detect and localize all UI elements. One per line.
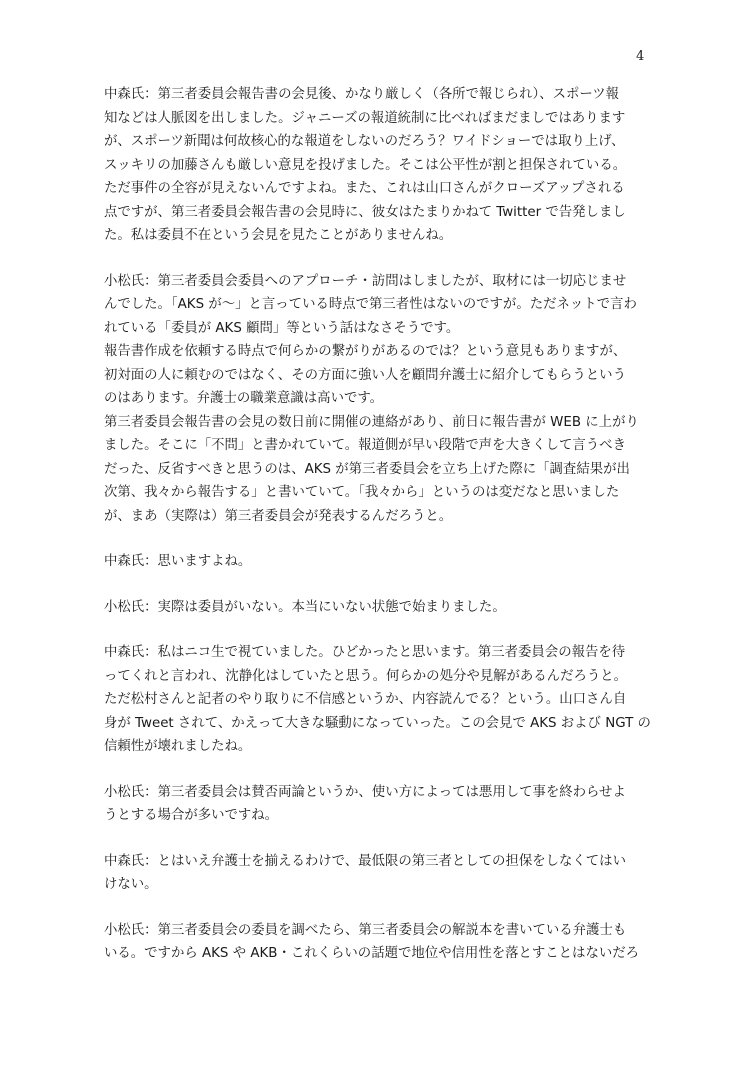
text-line: いる。ですから AKS や AKB・これくらいの話題で地位や信用性を落とすことはないだろ — [104, 946, 640, 961]
text-line: 中森氏：私はニコ生で視ていました。ひどかったと思います。第三者委員会の報告を待 — [104, 645, 626, 660]
paragraph — [104, 550, 652, 574]
body-text — [104, 83, 652, 988]
text-line: 身が Tweet されて、かえって大きな騒動になっていった。この会見で AKS および NGT の — [104, 715, 651, 731]
text-line: が、まあ（実際は）第三者委員会が発表するんだろうと。 — [104, 508, 453, 524]
text-line: 第三者委員会報告書の会見の数日前に開催の連絡があり、前日に報告書が WEB に上がり — [104, 414, 639, 430]
paragraph — [104, 270, 652, 529]
text-line: 初対面の人に頼むのではなく、その方面に強い人を顧問弁護士に紹介してもらうという — [104, 367, 626, 383]
text-line: 知などは人脈図を出しました。ジャニーズの報道統制に比べればまだましではあります — [104, 110, 626, 126]
text-line: のはあります。弁護士の職業意識は高いです。 — [104, 391, 384, 406]
text-line: けない。 — [104, 877, 158, 892]
text-line: 点ですが、第三者委員会報告書の会見時に、彼女はたまりかねて Twitter で告発しまし — [104, 204, 626, 220]
text-line: うとする場合が多いですね。 — [104, 808, 279, 823]
text-line: ってくれと言われ、沈静化はしていたと思う。何らかの処分や見解があるんだろうと。 — [104, 668, 628, 684]
paragraph — [104, 919, 652, 966]
text-line: が、スポーツ新聞は何故核心的な報道をしないのだろう？ワイドショーでは取り上げ、 — [104, 134, 625, 149]
text-line: 小松氏：第三者委員会の委員を調べたら、第三者委員会の解説本を書いている弁護士も — [104, 922, 627, 938]
text-line: んでした。「AKS が～」と言っている時点で第三者性はないのですが。ただネットで言わ — [104, 297, 637, 312]
text-line: だった、反省すべきと思うのは、AKS が第三者委員会を立ち上げた際に「調査結果が出 — [104, 461, 630, 477]
paragraph — [104, 83, 652, 248]
text-line: た。私は委員不在という会見を見たことがありませんね。 — [104, 228, 453, 243]
text-line: ただ松村さんと記者のやり取りに不信感というか、内容読んでる？という。山口さん自 — [104, 692, 627, 707]
text-line: 中森氏：第三者委員会報告書の会見後、かなり厳しく（各所で報じられ）、スポーツ報 — [104, 87, 619, 102]
paragraph — [104, 781, 652, 828]
text-line: 中森氏：とはいえ弁護士を揃えるわけで、最低限の第三者としての担保をしなくてはい — [104, 853, 626, 869]
text-line: 小松氏：実際は委員がいない。本当にいない状態で始まりました。 — [104, 599, 506, 615]
text-line: 報告書作成を依頼する時点で何らかの繋がりがあるのでは？という意見もありますが、 — [104, 344, 627, 359]
paragraph — [104, 641, 652, 759]
paragraph — [104, 850, 652, 897]
text-line: スッキリの加藤さんも厳しい意見を投げました。そこは公平性が割と担保されている。 — [104, 157, 627, 173]
text-line: ました。そこに「不問」と書かれていて。報道側が早い段階で声を大きくして言うべき — [104, 438, 626, 453]
text-line: 次第、我々から報告する」と書いていて。「我々から」というのは変だなと思いました — [104, 485, 620, 500]
text-line: 小松氏：第三者委員会は賛否両論というか、使い方によっては悪用して事を終わらせよ — [104, 784, 626, 800]
page-number: 4 — [636, 49, 645, 64]
text-line: 中森氏：思いますよね。 — [104, 554, 252, 569]
text-line: れている「委員が AKS 顧問」等という話はなさそうです。 — [104, 320, 460, 336]
text-line: ただ事件の全容が見えないんですよね。また、これは山口さんがクローズアップされる — [104, 181, 625, 196]
paragraph — [104, 596, 652, 620]
text-line: 小松氏：第三者委員会委員へのアプローチ・訪問はしましたが、取材には一切応じませ — [104, 273, 627, 289]
text-line: 信頼性が壊れましたね。 — [104, 739, 252, 754]
